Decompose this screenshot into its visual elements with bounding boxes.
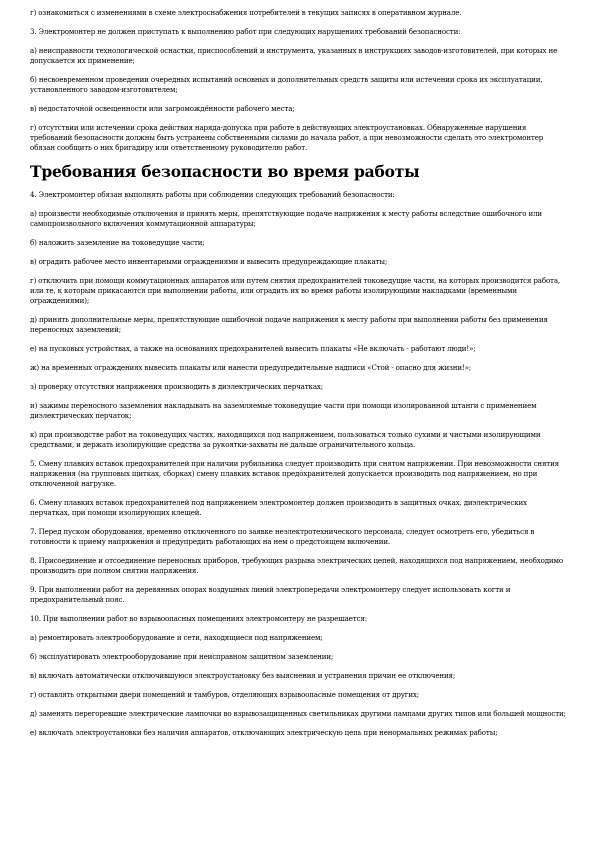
paragraph: а) ремонтировать электрооборудование и сети, находящиеся под напряжением; (30, 633, 323, 642)
document-page (30, 8, 566, 747)
paragraph: 9. При выполнении работ на деревянных опорах воздушных линий электропередачи электромонтеру следует использовать когти и предохранительный пояс. (30, 585, 511, 604)
paragraph: 4. Электромонтер обязан выполнять работы при соблюдении следующих требований безопасности: (30, 190, 395, 199)
paragraph: б) несвоевременном проведении очередных испытаний основных и дополнительных средств защиты или истечении срока их эксплуатации, установленного заводом-изготовителем; (30, 75, 543, 94)
paragraph: е) на пусковых устройствах, а также на основаниях предохранителей вывесить плакаты «Не включать - работают люди!»; (30, 344, 476, 353)
paragraph: е) включать электроустановки без наличия аппаратов, отключающих электрическую цепь при ненормальных режимах работы; (30, 728, 498, 737)
paragraph: в) недостаточной освещенности или загромождённости рабочего места; (30, 104, 295, 113)
paragraph: 3. Электромонтер не должен приступать к выполнению работ при следующих нарушениях требований безопасности: (30, 27, 461, 36)
paragraph: г) отсутствии или истечении срока действия наряда-допуска при работе в действующих электроустановках. Обнаруженные нарушения требований безопасности должны быть устранены собственными силами до начала работ, а при невозможности сделать это электромонтер обязан сообщить о них бригадиру или ответственному руководителю работ. (30, 123, 544, 152)
paragraph: д) заменять перегоревшие электрические лампочки во взрывозащищенных светильниках другими лампами других типов или большей мощности; (30, 709, 566, 718)
paragraph: б) наложить заземление на токоведущие части; (30, 238, 205, 247)
paragraph: а) произвести необходимые отключения и принять меры, препятствующие подаче напряжения к месту работы вследствие ошибочного или самопроизвольного включения коммутационной аппаратуры; (30, 209, 543, 228)
paragraph: г) ознакомиться с изменениями в схеме электроснабжения потребителей в текущих записях в оперативном журнале. (30, 8, 462, 17)
paragraph: 6. Смену плавких вставок предохранителей под напряжением электромонтер должен производить в защитных очках, диэлектрических перчатках, при помощи изолирующих клещей. (30, 498, 527, 517)
paragraph: в) оградить рабочее место инвентарными ограждениями и вывесить предупреждающие плакаты; (30, 257, 388, 266)
paragraph: а) неисправности технологической оснастки, приспособлений и инструмента, указанных в инструкциях заводов-изготовителей, при которых не допускается их применение; (30, 46, 558, 65)
paragraph: б) эксплуатировать электрооборудование при неисправном защитном заземлении; (30, 652, 334, 661)
paragraph: д) принять дополнительные меры, препятствующие ошибочной подаче напряжения к месту работы при выполнении работы без применения переносных заземлений; (30, 315, 548, 334)
paragraph: г) отключить при помощи коммутационных аппаратов или путем снятия предохранителей токоведущие части, на которых производится работа, или те, к которым прикасаются при выполнении работы, или оградить их во время работы изолирующими накладками (временными ограждениями); (30, 276, 561, 305)
paragraph: к) при производстве работ на токоведущих частях, находящихся под напряжением, пользоваться только сухими и чистыми изолирующими средствами, и держать изолирующие средства за рукоятки-захваты не дальше ограничительного кольца. (30, 430, 541, 449)
section-heading: Требования безопасности во время работы (30, 162, 420, 181)
paragraph: ж) на временных ограждениях вывесить плакаты или нанести предупредительные надписи «Стой - опасно для жизни!»; (30, 363, 472, 372)
paragraph: 7. Перед пуском оборудования, временно отключенного по заявке неэлектротехнического персонала, следует осмотреть его, убедиться в готовности к приему напряжения и предупредить работающих на нем о предстоящем включении. (30, 527, 535, 546)
paragraph: 10. При выполнении работ во взрывоопасных помещениях электромонтеру не разрешается: (30, 614, 367, 623)
paragraph: и) зажимы переносного заземления накладывать на заземляемые токоведущие части при помощи изолированной штанги с применением диэлектрических перчаток; (30, 401, 537, 420)
paragraph: з) проверку отсутствия напряжения производить в диэлектрических перчатках; (30, 382, 323, 391)
paragraph: в) включать автоматически отключившуюся электроустановку без выяснения и устранения причин ее отключения; (30, 671, 456, 680)
paragraph: г) оставлять открытыми двери помещений и тамбуров, отделяющих взрывоопасные помещения от других; (30, 690, 419, 699)
paragraph: 5. Смену плавких вставок предохранителей при наличии рубильника следует производить при снятом напряжении. При невозможности снятия напряжения (на групповых щитках, сборках) смену плавких вставок предохранителей допускается производить под напряжением, но при отключенной нагрузке. (30, 459, 559, 488)
paragraph: 8. Присоединение и отсоединение переносных приборов, требующих разрыва электрических цепей, находящихся под напряжением, необходимо производить при полном снятии напряжения. (30, 556, 563, 575)
